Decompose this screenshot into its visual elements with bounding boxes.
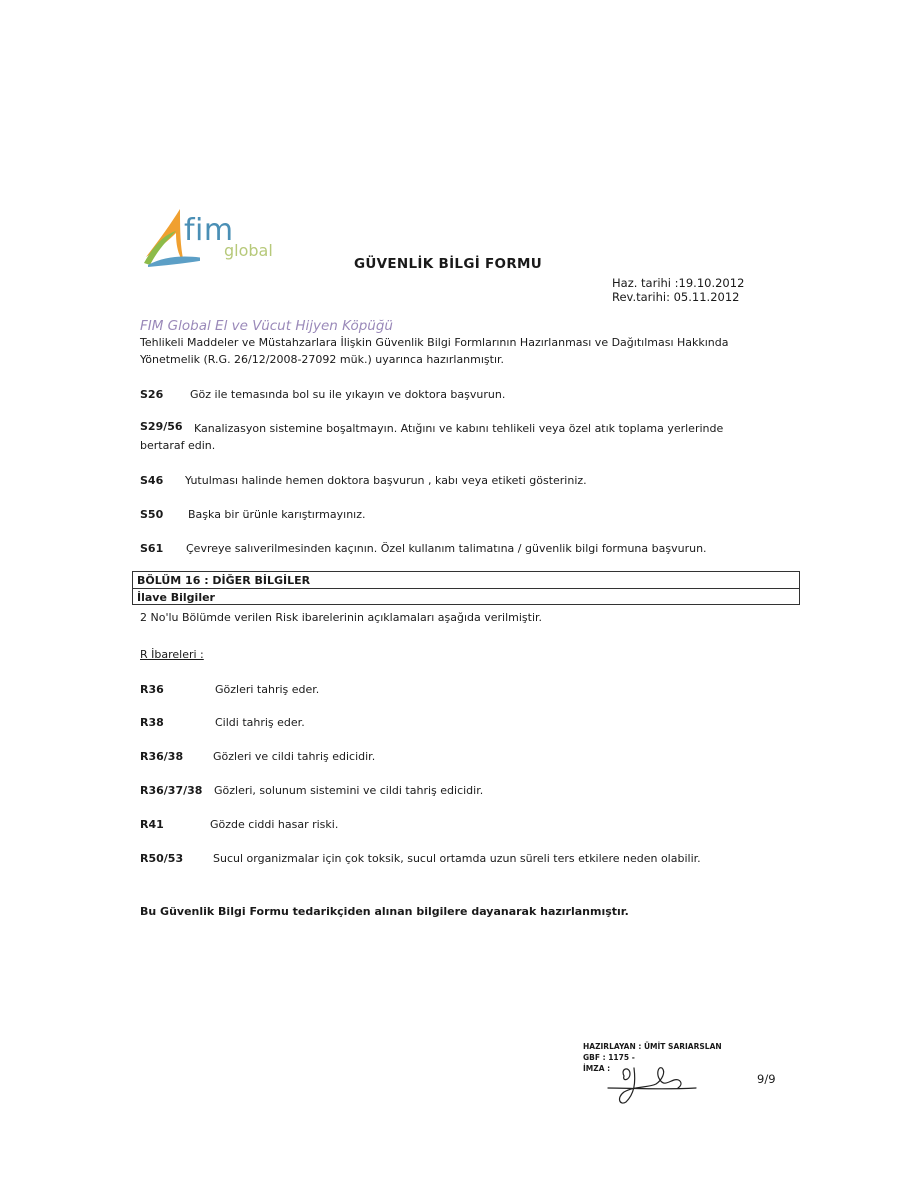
intro-paragraph: Tehlikeli Maddeler ve Müstahzarlara İlişkin Güvenlik Bilgi Formlarının Hazırlanması ve Dağıtılması Hakkında Yönetmelik (R.G. 26/12/2008-27092 mük.) uyarınca hazırlanmıştır. bbox=[140, 336, 729, 366]
r-phrase-code: R38 bbox=[140, 716, 164, 729]
s-phrase-code: S50 bbox=[140, 508, 164, 521]
document-dates bbox=[612, 276, 744, 304]
prep-date: Haz. tarihi :19.10.2012 bbox=[612, 276, 745, 290]
s-phrase-text: Kanalizasyon sistemine boşaltmayın. Atığını ve kabını tehlikeli veya özel atık toplama yerlerinde bertaraf edin. bbox=[140, 422, 724, 452]
r-phrase-text: Gözleri tahriş eder. bbox=[215, 683, 320, 696]
s-phrase-code: S29/56 bbox=[140, 420, 183, 433]
logo-wordmark-fim: fim bbox=[184, 213, 234, 248]
rev-date: Rev.tarihi: 05.11.2012 bbox=[612, 290, 740, 304]
s-phrase-text: Başka bir ürünle karıştırmayınız. bbox=[188, 508, 366, 521]
preparer-name: HAZIRLAYAN : ÜMİT SARIARSLAN bbox=[583, 1042, 722, 1051]
section-subtitle: İlave Bilgiler bbox=[137, 591, 215, 604]
r-phrase-text: Sucul organizmalar için çok toksik, sucul ortamda uzun süreli ters etkilere neden olabilir. bbox=[213, 852, 701, 865]
section-divider bbox=[133, 588, 799, 589]
r-phrase-text: Cildi tahriş eder. bbox=[215, 716, 305, 729]
s-phrase-text: Çevreye salıverilmesinden kaçının. Özel kullanım talimatına / güvenlik bilgi formuna başvurun. bbox=[186, 542, 707, 555]
section-title: BÖLÜM 16 : DİĞER BİLGİLER bbox=[137, 574, 311, 587]
s-phrase-code: S26 bbox=[140, 388, 164, 401]
s-phrase-text: Göz ile temasında bol su ile yıkayın ve doktora başvurun. bbox=[190, 388, 506, 401]
r-phrase-text: Gözleri, solunum sistemini ve cildi tahriş edicidir. bbox=[214, 784, 484, 797]
footer-note: Bu Güvenlik Bilgi Formu tedarikçiden alınan bilgilere dayanarak hazırlanmıştır. bbox=[140, 905, 629, 918]
r-phrase-code: R36/37/38 bbox=[140, 784, 203, 797]
page-number: 9/9 bbox=[757, 1072, 776, 1086]
section-16-header bbox=[132, 571, 800, 605]
s-phrase-text: Yutulması halinde hemen doktora başvurun , kabı veya etiketi gösteriniz. bbox=[185, 474, 587, 487]
s-phrase-code: S46 bbox=[140, 474, 164, 487]
signature-label: İMZA : bbox=[583, 1064, 611, 1073]
r-phrase-text: Gözde ciddi hasar riski. bbox=[210, 818, 339, 831]
document-title: GÜVENLİK BİLGİ FORMU bbox=[354, 256, 543, 272]
gbf-number: GBF : 1175 - bbox=[583, 1053, 635, 1062]
r-phrase-code: R36 bbox=[140, 683, 164, 696]
handwritten-signature bbox=[600, 1058, 700, 1108]
product-name: FIM Global El ve Vücut Hijyen Köpüğü bbox=[140, 318, 393, 334]
r-phrases-heading: R İbareleri : bbox=[140, 648, 204, 661]
r-phrase-code: R36/38 bbox=[140, 750, 184, 763]
company-logo bbox=[140, 205, 290, 275]
s-phrase-code: S61 bbox=[140, 542, 164, 555]
r-phrase-code: R50/53 bbox=[140, 852, 184, 865]
logo-wordmark-global: global bbox=[224, 241, 273, 260]
r-phrase-text: Gözleri ve cildi tahriş edicidir. bbox=[213, 750, 376, 763]
section-explanation: 2 No'lu Bölümde verilen Risk ibarelerinin açıklamaları aşağıda verilmiştir. bbox=[140, 611, 543, 624]
r-phrase-code: R41 bbox=[140, 818, 164, 831]
